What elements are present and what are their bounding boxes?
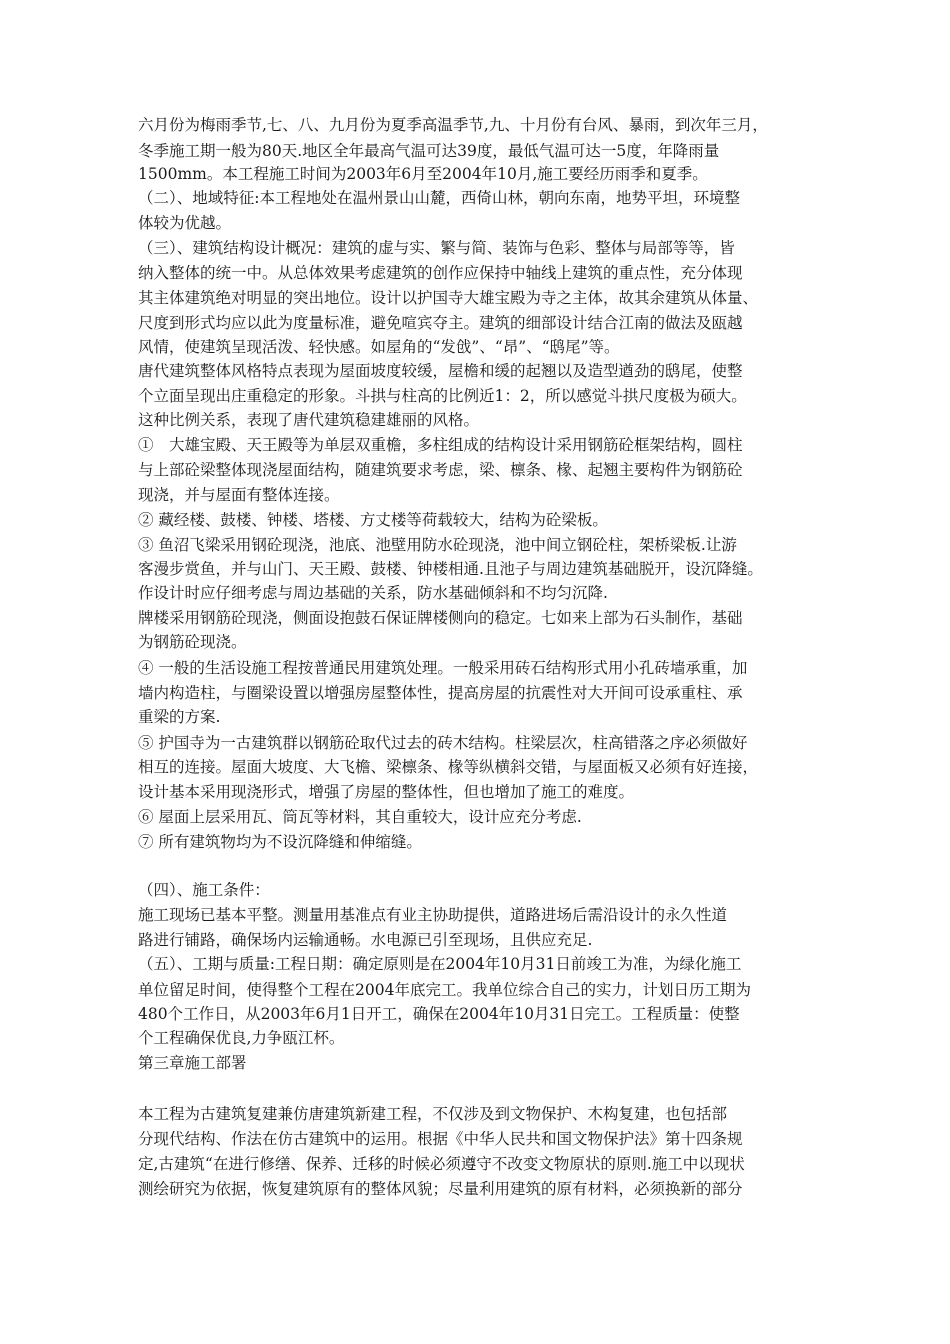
text-line: 风情，使建筑呈现活泼、轻快感。如屋角的“发戗”、“昂”、“鸱尾”等。	[138, 338, 620, 356]
text-line: 设计基本采用现浇形式，增强了房屋的整体性，但也增加了施工的难度。	[138, 783, 635, 801]
text-line: （二）、地域特征:本工程地处在温州景山山麓，西倚山林，朝向东南，地势平坦，环境整	[138, 189, 740, 207]
text-line: 1500mm。本工程施工时间为2003年6月至2004年10月,施工要经历雨季和夏季。	[138, 165, 708, 183]
text-line: ⑥ 屋面上层采用瓦、筒瓦等材料，其自重较大，设计应充分考虑.	[138, 808, 582, 826]
text-line: 480个工作日，从2003年6月1日开工，确保在2004年10月31日完工。工程质量：使整	[138, 1005, 740, 1023]
text-line: 分现代结构、作法在仿古建筑中的运用。根据《中华人民共和国文物保护法》第十四条规	[138, 1130, 743, 1148]
text-line: ⑤ 护国寺为一古建筑群以钢筋砼取代过去的砖木结构。柱梁层次，柱高错落之序必须做好	[138, 734, 748, 752]
text-line: 其主体建筑绝对明显的突出地位。设计以护国寺大雄宝殿为寺之主体，故其余建筑从体量、	[138, 289, 759, 307]
text-line: 牌楼采用钢筋砼现浇，侧面设抱鼓石保证牌楼侧向的稳定。七如来上部为石头制作，基础	[138, 609, 743, 627]
text-line: 定,古建筑“在进行修缮、保养、迁移的时候必须遵守不改变文物原状的原则.施工中以现状	[138, 1155, 745, 1173]
text-line: 冬季施工期一般为80天.地区全年最高气温可达39度，最低气温可达一5度，年降雨量	[138, 142, 720, 160]
text-line: 客漫步赏鱼，并与山门、天王殿、鼓楼、钟楼相通.且池子与周边建筑基础脱开，设沉降缝。	[138, 560, 763, 578]
text-line: 施工现场已基本平整。测量用基准点有业主协助提供，道路进场后需沿设计的永久性道	[138, 906, 728, 924]
text-line: 尺度到形式均应以此为度量标准，避免喧宾夺主。建筑的细部设计结合江南的做法及瓯越	[138, 314, 743, 332]
text-line: 为钢筋砼现浇。	[138, 633, 247, 651]
text-line: 作设计时应仔细考虑与周边基础的关系，防水基础倾斜和不均匀沉降.	[138, 584, 608, 602]
text-line: （三）、建筑结构设计概况：建筑的虚与实、繁与简、装饰与色彩、整体与局部等等，皆	[138, 239, 735, 257]
text-line: 单位留足时间，使得整个工程在2004年底完工。我单位综合自己的实力，计划日历工期为	[138, 981, 751, 999]
text-line: 现浇，并与屋面有整体连接。	[138, 486, 340, 504]
text-line: 本工程为古建筑复建兼仿唐建筑新建工程，不仅涉及到文物保护、木构复建，也包括部	[138, 1105, 728, 1123]
text-line: 测绘研究为依据，恢复建筑原有的整体风貌；尽量利用建筑的原有材料，必须换新的部分	[138, 1180, 743, 1198]
text-line: 六月份为梅雨季节,七、八、九月份为夏季高温季节,九、十月份有台风、暴雨，到次年三月，	[138, 116, 768, 134]
text-line: ① 大雄宝殿、天王殿等为单层双重檐，多柱组成的结构设计采用钢筋砼框架结构，圆柱	[138, 436, 743, 454]
text-line: （五）、工期与质量:工程日期：确定原则是在2004年10月31日前竣工为准，为绿化施工	[138, 955, 742, 973]
text-line: 这种比例关系，表现了唐代建筑稳建雄丽的风格。	[138, 411, 480, 429]
text-line: ⑦ 所有建筑物均为不设沉降缝和伸缩缝。	[138, 833, 422, 851]
text-line: 重梁的方案.	[138, 708, 221, 726]
text-line: ② 藏经楼、鼓楼、钟楼、塔楼、方丈楼等荷载较大，结构为砼梁板。	[138, 511, 608, 529]
text-line: 个工程确保优良,力争瓯江杯。	[138, 1029, 345, 1047]
text-line: 相互的连接。屋面大坡度、大飞檐、梁檩条、椽等纵横斜交错，与屋面板又必须有好连接，	[138, 758, 759, 776]
text-line: 体较为优越。	[138, 214, 232, 232]
text-line: 个立面呈现出庄重稳定的形象。斗拱与柱高的比例近1：2，所以感觉斗拱尺度极为硕大。	[138, 387, 747, 405]
text-line: 唐代建筑整体风格特点表现为屋面坡度较缓，屋檐和缓的起翘以及造型遒劲的鸱尾，使整	[138, 362, 743, 380]
text-line: ④ 一般的生活设施工程按普通民用建筑处理。一般采用砖石结构形式用小孔砖墙承重，加	[138, 659, 748, 677]
text-line: 与上部砼梁整体现浇屋面结构，随建筑要求考虑，梁、檩条、椽、起翘主要构件为钢筋砼	[138, 461, 743, 479]
text-line: 路进行铺路，确保场内运输通畅。水电源已引至现场，且供应充足.	[138, 931, 593, 949]
text-line: 纳入整体的统一中。从总体效果考虑建筑的创作应保持中轴线上建筑的重点性，充分体现	[138, 264, 743, 282]
text-line: ③ 鱼沼飞梁采用钢砼现浇，池底、池壁用防水砼现浇，池中间立钢砼柱，架桥梁板.让游	[138, 536, 737, 554]
chapter-heading: 第三章施工部署	[138, 1054, 247, 1072]
section-heading: （四）、施工条件：	[138, 881, 270, 899]
text-line: 墙内构造柱，与圈梁设置以增强房屋整体性，提高房屋的抗震性对大开间可设承重柱、承	[138, 684, 743, 702]
